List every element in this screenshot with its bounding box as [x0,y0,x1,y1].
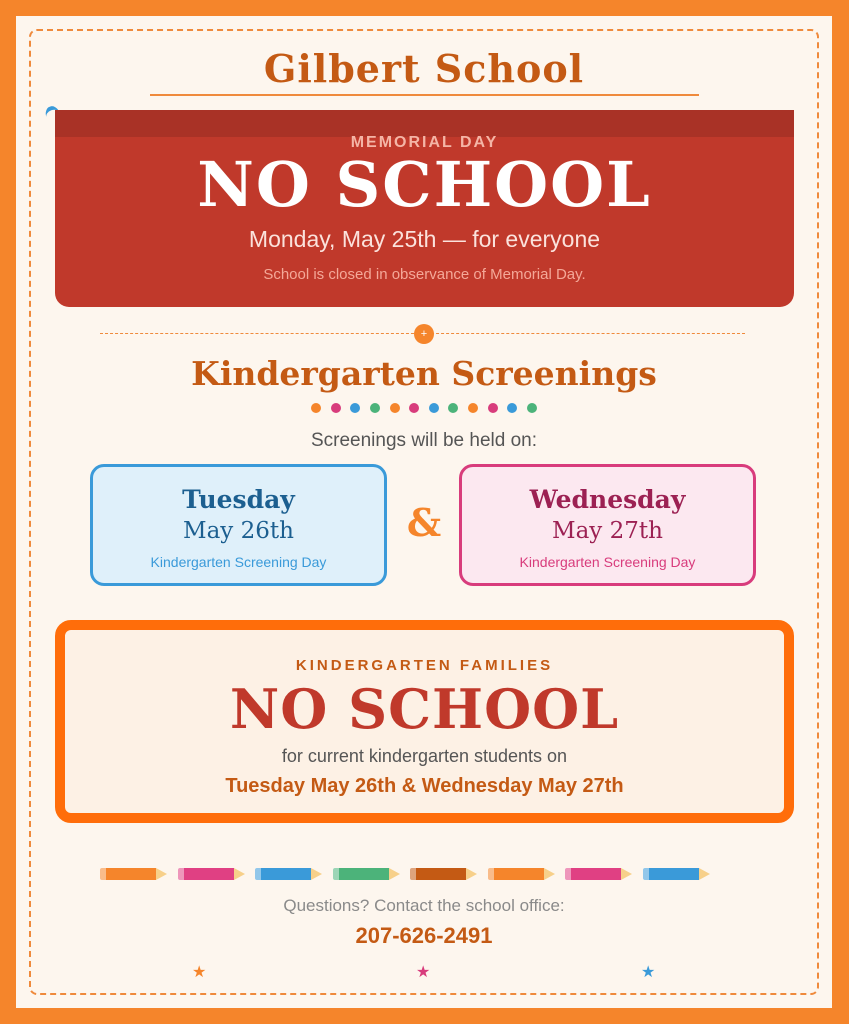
dot-icon [409,403,419,413]
families-dates: Tuesday May 26th & Wednesday May 27th [225,775,624,797]
screenings-intro: Screenings will be held on: [310,430,538,451]
memorial-note: School is closed in observance of Memorial Day. [263,266,586,283]
card-label: Kindergarten Screening Day [150,554,327,570]
tuesday-card [90,464,387,586]
card-label: Kindergarten Screening Day [519,554,696,570]
pencil-icon [178,868,244,880]
memorial-day-kicker: MEMORIAL DAY [350,134,499,151]
families-text: for current kindergarten students on [281,746,568,766]
pencil-icon [410,868,476,880]
dot-icon [331,403,341,413]
pencil-icon [333,868,399,880]
no-school-headline: NO SCHOOL [197,148,652,221]
card-date: May 26th [183,518,294,544]
kindergarten-families-box [55,620,794,823]
dot-icon [527,403,537,413]
dot-icon [429,403,439,413]
pencil-icon [565,868,631,880]
pencil-icon [255,868,321,880]
card-day: Tuesday [182,485,295,514]
phone-number[interactable]: 207-626-2491 [355,923,493,948]
star-icon: ★ [416,964,431,981]
banner-top-stripe [55,110,794,137]
dot-icon [468,403,478,413]
card-date: May 27th [552,518,663,544]
families-no-school-headline: NO SCHOOL [229,677,620,741]
dot-icon [507,403,517,413]
divider-plus-icon: + [414,324,434,344]
pencil-row-decoration [100,868,760,882]
dot-icon [311,403,321,413]
dot-icon [448,403,458,413]
wednesday-card [459,464,756,586]
contact-question: Questions? Contact the school office: [283,896,565,915]
star-icon: ★ [192,964,207,981]
memorial-day-banner [55,110,794,307]
dot-icon [390,403,400,413]
pencil-icon [643,868,709,880]
dot-icon [370,403,380,413]
dot-icon [488,403,498,413]
families-kicker: KINDERGARTEN FAMILIES [295,657,554,674]
dot-icon [350,403,360,413]
screenings-title: Kindergarten Screenings [191,354,657,393]
school-name: Gilbert School [263,46,585,91]
ampersand: & [406,500,442,545]
colored-dots-decoration [16,400,832,418]
pencil-icon [100,868,166,880]
flyer-page [16,16,832,1008]
memorial-date-line: Monday, May 25th — for everyone [248,226,601,252]
star-icon: ★ [641,964,656,981]
card-day: Wednesday [529,485,686,514]
title-underline [150,94,699,96]
pencil-icon [488,868,554,880]
